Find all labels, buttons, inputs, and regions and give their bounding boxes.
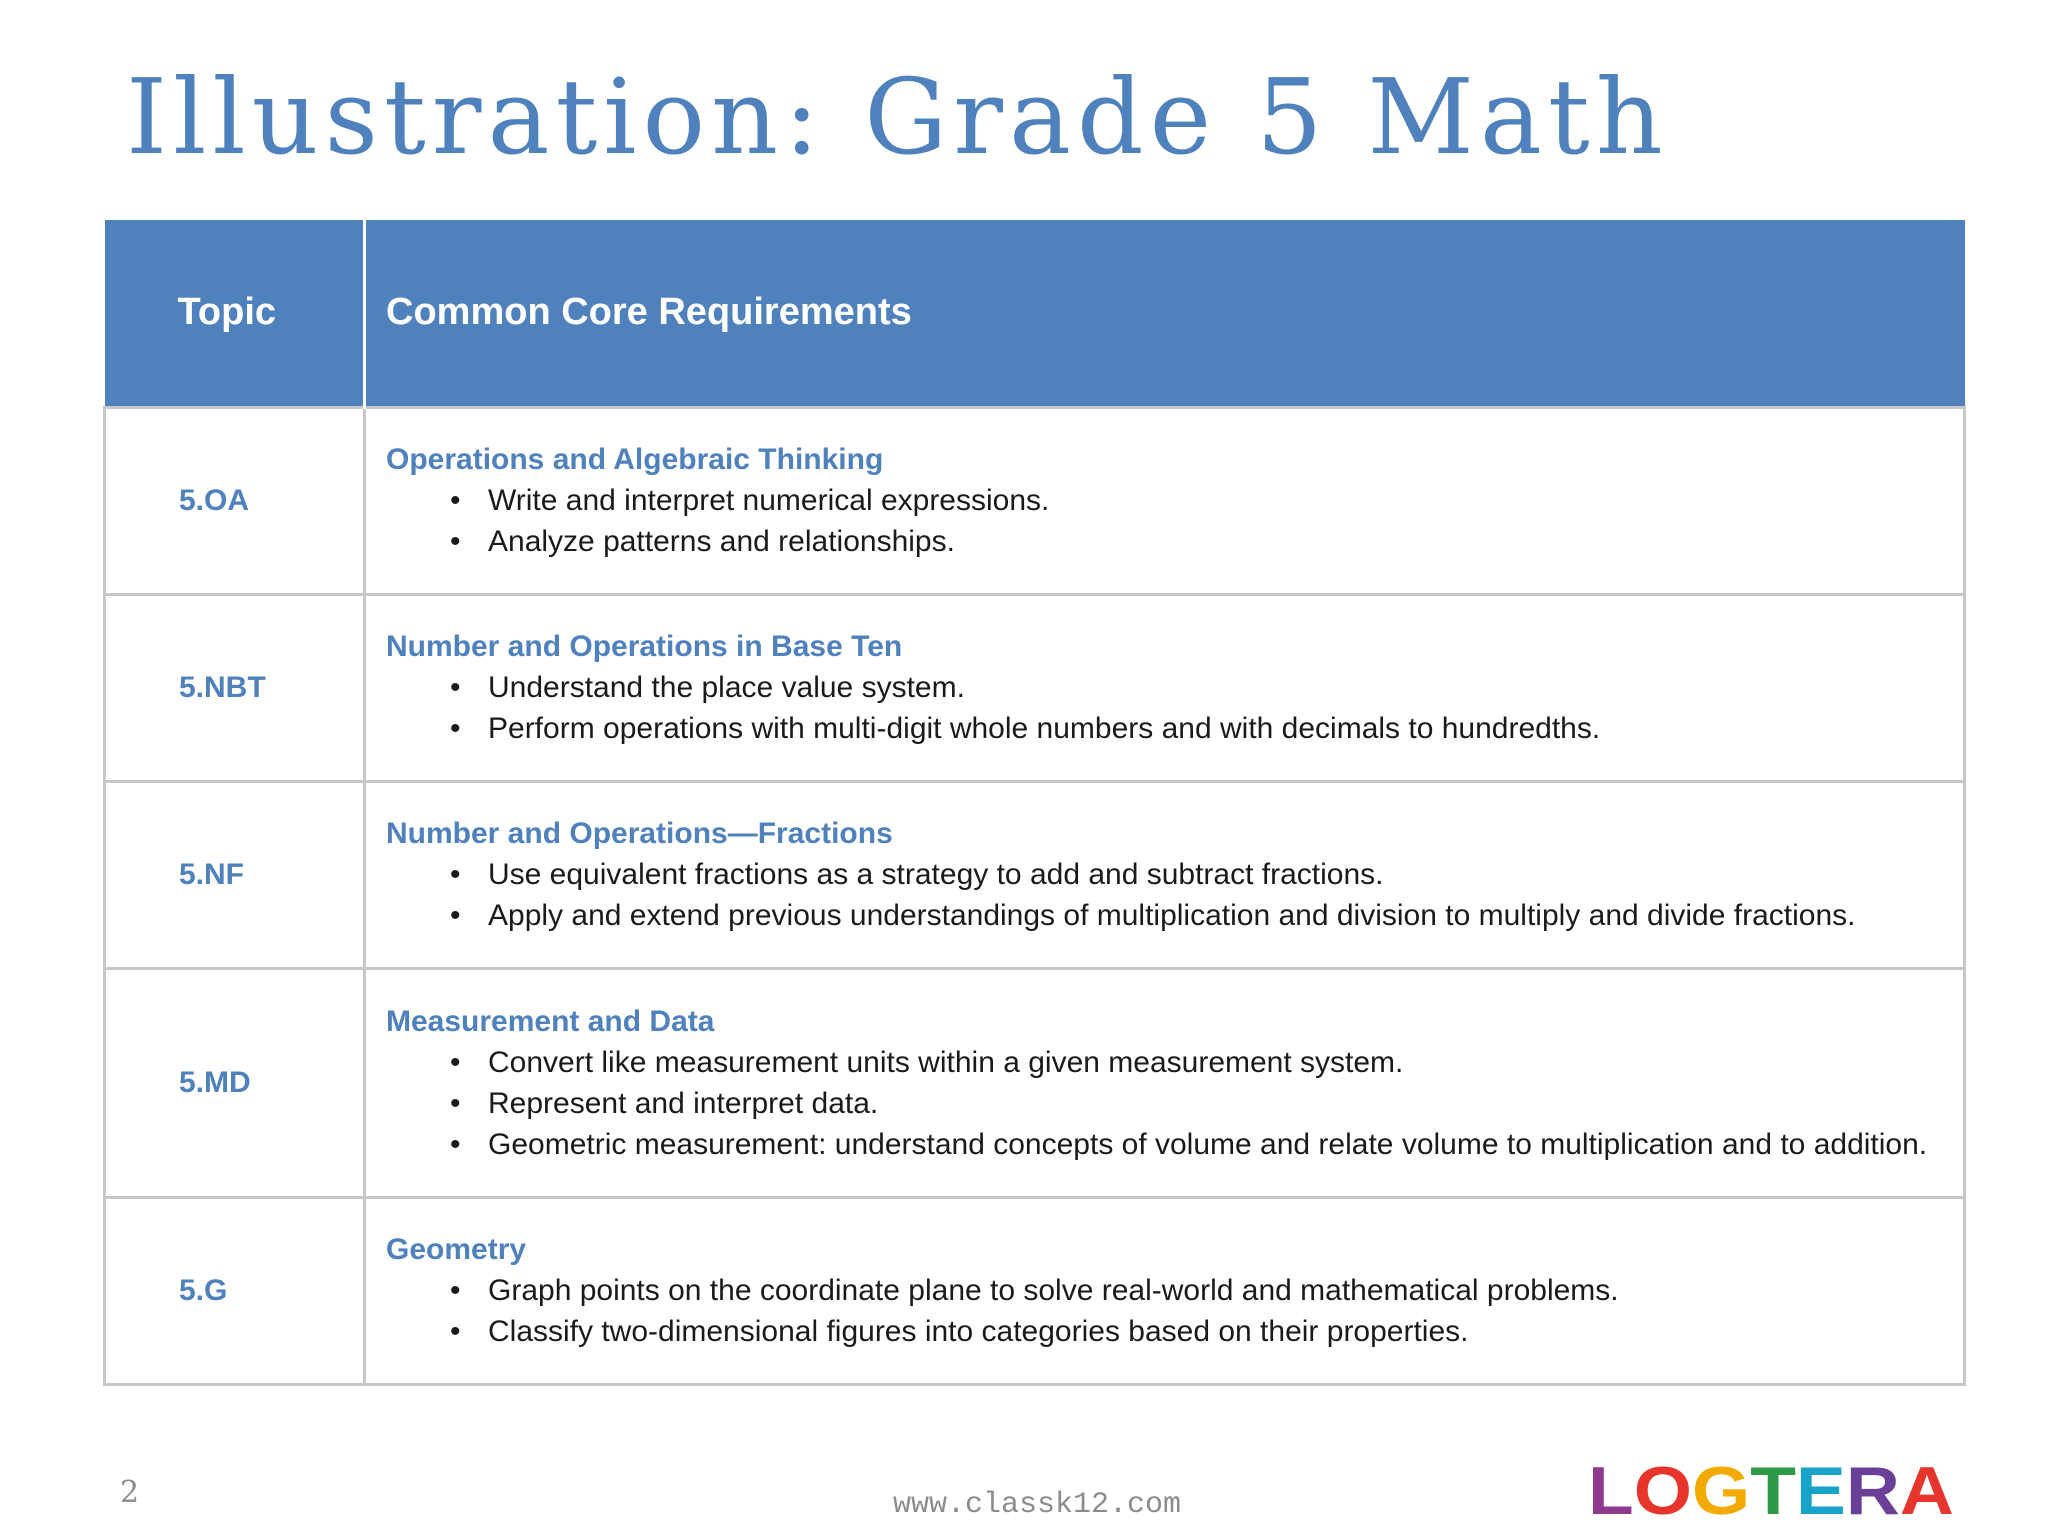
domain-name: Measurement and Data bbox=[386, 1004, 715, 1038]
requirement-item: • Graph points on the coordinate plane to solve real-world and mathematical problems. bbox=[488, 1270, 1933, 1311]
topic-code: 5.G bbox=[105, 1197, 365, 1384]
header-topic: Topic bbox=[105, 220, 365, 407]
requirement-item: • Convert like measurement units within a given measurement system. bbox=[488, 1042, 1933, 1083]
table-row bbox=[105, 781, 1965, 968]
topic-code: 5.MD bbox=[105, 968, 365, 1197]
slide-title: Illustration: Grade 5 Math bbox=[126, 56, 1669, 178]
requirement-list bbox=[386, 1270, 1933, 1352]
requirement-list bbox=[386, 1042, 1933, 1165]
requirement-item: • Understand the place value system. bbox=[488, 667, 1933, 708]
domain-name: Operations and Algebraic Thinking bbox=[386, 443, 884, 476]
requirements-cell bbox=[365, 407, 1965, 594]
standards-table bbox=[103, 220, 1966, 1386]
requirements-cell bbox=[365, 968, 1965, 1197]
requirement-item: • Represent and interpret data. bbox=[488, 1083, 1933, 1124]
requirements-cell bbox=[365, 1197, 1965, 1384]
logo-letter: T bbox=[1750, 1453, 1792, 1528]
domain-name: Number and Operations—Fractions bbox=[386, 817, 893, 850]
logo-letter: R bbox=[1845, 1453, 1895, 1528]
requirement-list bbox=[386, 667, 1933, 749]
requirement-list bbox=[386, 480, 1933, 562]
requirement-item: • Use equivalent fractions as a strategy to add and subtract fractions. bbox=[488, 854, 1933, 895]
domain-name: Number and Operations in Base Ten bbox=[386, 630, 903, 663]
topic-code: 5.OA bbox=[105, 407, 365, 594]
logo-letter: E bbox=[1795, 1453, 1842, 1528]
logo-letter: G bbox=[1691, 1453, 1745, 1528]
topic-code: 5.NBT bbox=[105, 594, 365, 781]
table-row bbox=[105, 1197, 1965, 1384]
logo-letter: O bbox=[1633, 1453, 1687, 1528]
logo-letter: L bbox=[1588, 1453, 1630, 1528]
requirements-cell bbox=[365, 594, 1965, 781]
requirement-item: • Apply and extend previous understandings of multiplication and division to multiply and divide fractions. bbox=[488, 895, 1933, 936]
table-row bbox=[105, 968, 1965, 1197]
requirement-list bbox=[386, 854, 1933, 936]
table-row bbox=[105, 594, 1965, 781]
requirement-item: • Classify two-dimensional figures into categories based on their properties. bbox=[488, 1311, 1933, 1352]
domain-name: Geometry bbox=[386, 1233, 527, 1266]
requirements-cell bbox=[365, 781, 1965, 968]
requirement-item: • Write and interpret numerical expressions. bbox=[488, 480, 1933, 521]
topic-code: 5.NF bbox=[105, 781, 365, 968]
logo-letter: A bbox=[1899, 1453, 1950, 1528]
header-requirements: Common Core Requirements bbox=[365, 220, 1965, 407]
table-row bbox=[105, 407, 1965, 594]
footer-url: www.classk12.com bbox=[893, 1488, 1182, 1522]
requirement-item: • Perform operations with multi-digit whole numbers and with decimals to hundredths. bbox=[488, 708, 1933, 749]
requirement-item: • Geometric measurement: understand concepts of volume and relate volume to multiplication and to addition. bbox=[488, 1124, 1933, 1165]
requirement-item: • Analyze patterns and relationships. bbox=[488, 521, 1933, 562]
slide-number: 2 bbox=[120, 1475, 140, 1510]
table-header-row bbox=[105, 220, 1965, 407]
logtera-logo bbox=[1588, 1448, 1958, 1528]
logo-wordmark bbox=[1588, 1453, 1954, 1528]
